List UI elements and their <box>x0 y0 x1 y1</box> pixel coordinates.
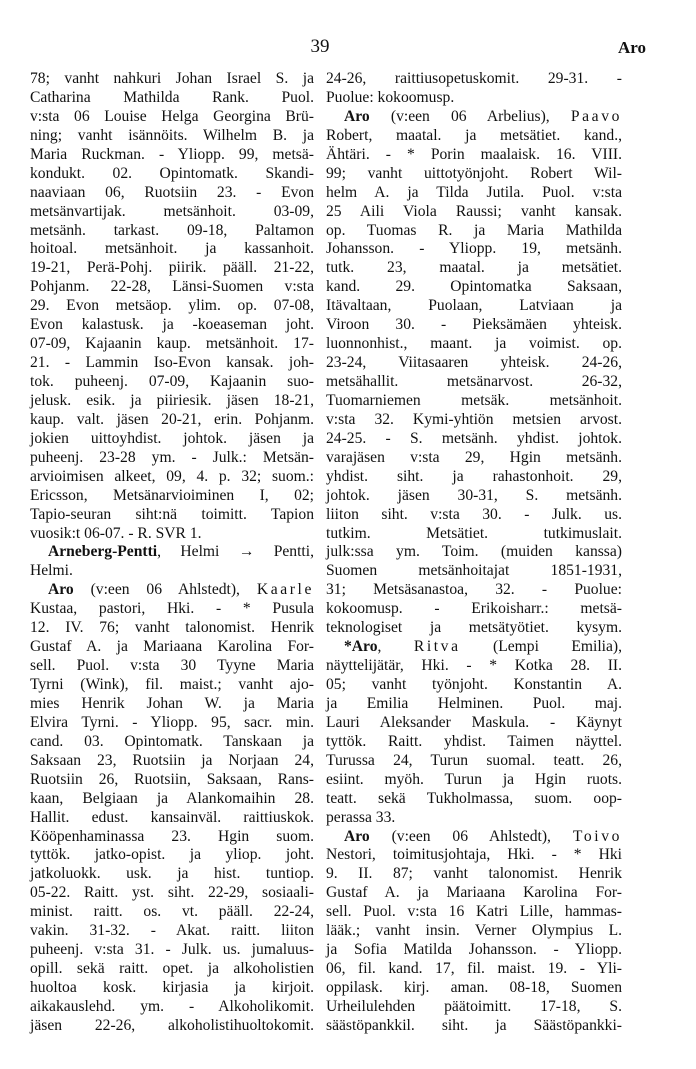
text-run: ja Sofia Matilda Johansson. - Yliopp. <box>326 941 622 959</box>
text-run: helm A. ja Tilda Jutila. Puol. v:sta <box>326 183 622 201</box>
left-column-line <box>30 335 314 354</box>
left-column-line <box>30 373 314 392</box>
left-column-line <box>30 297 314 316</box>
text-run: op. Tuomas R. ja Maria Mathilda <box>326 221 622 239</box>
right-column-line <box>326 638 622 657</box>
left-column-line <box>30 922 314 941</box>
text-run: metsänvartijak. metsänhoit. 03-09, <box>30 202 314 220</box>
running-head: Aro <box>617 38 646 57</box>
text-run: Turussa 24, Turun suomal. teatt. 26, <box>326 751 622 769</box>
left-column-line <box>30 543 314 562</box>
text-run: Nestori, toimitusjohtaja, Hki. - * Hki <box>326 846 622 864</box>
text-run: 78; vanht nahkuri Johan Israel S. ja <box>30 70 314 87</box>
text-run: Itävaltaan, Puolaan, Latviaan ja <box>326 297 622 315</box>
right-column-line <box>326 676 622 695</box>
left-column-line <box>30 581 314 600</box>
text-run: Tyrni (Wink), fil. maist.; vanht ajo- <box>30 676 314 693</box>
text-run: Tapio-seuran siht:nä toimitt. Tapion <box>30 505 314 523</box>
right-column-line <box>326 240 622 259</box>
text-run: 31; Metsäsanastoa, 32. - Puolue: <box>326 581 622 599</box>
right-column-line <box>326 846 622 865</box>
left-column-line <box>30 752 314 771</box>
text-run: ning; vanht isännöits. Wilhelm B. ja <box>30 126 314 144</box>
right-column-line <box>326 468 622 487</box>
left-column-line <box>30 184 314 203</box>
text-run: Robert, maatal. ja metsätiet. kand., <box>326 126 622 144</box>
text-run: kand. 29. Opintomatka Saksaan, <box>326 278 622 296</box>
text-run: puheenj. v:sta 31. - Julk. us. jumaluus- <box>30 941 314 959</box>
right-column-line <box>326 562 622 581</box>
left-column-line <box>30 89 314 108</box>
left-column-line <box>30 941 314 960</box>
text-run: vuosik:t 06-07. - R. SVR 1. <box>30 524 202 542</box>
right-column-line <box>326 714 622 733</box>
left-column-line <box>30 240 314 259</box>
text-run: naaviaan 06, Ruotsiin 23. - Evon <box>30 183 314 201</box>
left-column-line <box>30 449 314 468</box>
right-column-line <box>326 695 622 714</box>
text-run: Saksaan 23, Ruotsiin ja Norjaan 24, <box>30 751 314 769</box>
text-run: aikakauslehd. ym. - Alkoholikomit. <box>30 997 314 1015</box>
text-run: Gustaf A. ja Mariaana Karolina For- <box>30 638 314 656</box>
left-column-line <box>30 809 314 828</box>
right-column-line <box>326 790 622 809</box>
left-column-line <box>30 790 314 809</box>
right-column-line <box>326 392 622 411</box>
text-run: huoltoa kosk. kirjasia ja kirjoit. <box>30 979 314 996</box>
text-run: mies Henrik Johan W. ja Maria <box>30 694 314 712</box>
text-run: lääk.; vanht insin. Verner Olympius L. <box>326 922 622 940</box>
right-column-line <box>326 733 622 752</box>
entry-given-name: Toivo <box>572 827 622 845</box>
text-run: 99; vanht uittotyönjoht. Robert Wil- <box>326 164 622 182</box>
text-run: hoitoal. metsänhoit. ja kassanhoit. <box>30 240 314 258</box>
right-column-line <box>326 70 622 89</box>
text-run: kokoomusp. - Erikoisharr.: metsä- <box>326 600 622 618</box>
text-run: perassa 33. <box>326 808 396 826</box>
left-column-line <box>30 733 314 752</box>
text-run: 05-22. Raitt. yst. siht. 22-29, sosiaali- <box>30 884 314 902</box>
entry-surname: Aro <box>344 107 370 125</box>
text-run: arvioimisen alkeet, 09, 4. p. 32; suom.: <box>30 467 314 485</box>
text-run: jokien uittoyhdist. johtok. jäsen ja <box>30 429 314 447</box>
left-column-line <box>30 165 314 184</box>
right-column-line <box>326 108 622 127</box>
text-run: julk:ssa ym. Toim. (muiden kanssa) <box>326 543 622 561</box>
left-column-line <box>30 865 314 884</box>
entry-surname: Aro <box>48 581 74 599</box>
text-run: johtok. jäsen 30-31, S. metsänh. <box>326 486 622 504</box>
left-column-line <box>30 354 314 373</box>
right-column-line <box>326 884 622 903</box>
entry-given-name: Ritva <box>413 638 461 656</box>
text-run: teatt. sekä Tukholmassa, suom. oop- <box>326 789 622 807</box>
text-run: 29. Evon metsäop. ylim. op. 07-08, <box>30 297 314 315</box>
text-run: 25 Aili Viola Raussi; vanht kansak. <box>326 202 622 220</box>
right-column-line <box>326 335 622 354</box>
text-run: 19-21, Perä-Pohj. piirik. pääll. 21-22, <box>30 259 314 277</box>
text-run: v:sta 32. Kymi-yhtiön metsien arvost. <box>326 410 622 428</box>
left-column-line <box>30 222 314 241</box>
text-run: säästöpankkil. siht. ja Säästöpankki- <box>326 1016 622 1034</box>
left-column-line <box>30 619 314 638</box>
text-run: näyttelijätär, Hki. - * Kotka 28. II. <box>326 657 622 675</box>
entry-surname: Aro <box>344 827 370 845</box>
right-column-line <box>326 487 622 506</box>
right-column-line <box>326 297 622 316</box>
right-column-line <box>326 184 622 203</box>
right-column-line <box>326 449 622 468</box>
right-column-line <box>326 316 622 335</box>
right-column-line <box>326 865 622 884</box>
text-run: (v:een 06 Ahlstedt), <box>73 581 257 599</box>
text-run: Evon kalastusk. ja -koeaseman joht. <box>30 316 314 334</box>
left-column-line <box>30 846 314 865</box>
left-column-line <box>30 70 314 89</box>
right-column-line <box>326 165 622 184</box>
text-run: Ruotsiin 26, Ruotsiin, Saksaan, Rans- <box>30 770 314 788</box>
right-column-line <box>326 146 622 165</box>
left-column-line <box>30 979 314 998</box>
left-column <box>30 70 314 1036</box>
text-run: 9. II. 87; vanht talonomist. Henrik <box>326 865 622 883</box>
left-column-line <box>30 714 314 733</box>
right-column-line <box>326 89 622 108</box>
right-column-line <box>326 941 622 960</box>
text-run: oppilask. kirj. aman. 08-18, Suomen <box>326 979 622 996</box>
text-run: 06, fil. kand. 17, fil. maist. 19. - Yli- <box>326 960 622 978</box>
text-run: sell. Puol. v:sta 30 Tyyne Maria <box>30 657 314 675</box>
text-run: Ericsson, Metsänarvioiminen I, 02; <box>30 486 314 504</box>
left-column-line <box>30 998 314 1017</box>
left-column-line <box>30 903 314 922</box>
text-run: 12. IV. 76; vanht talonomist. Henrik <box>30 619 314 637</box>
right-column-line <box>326 278 622 297</box>
text-run: esiint. myöh. Turun ja Hgin ruots. <box>326 770 622 788</box>
right-column-line <box>326 581 622 600</box>
right-column-line <box>326 752 622 771</box>
text-run: varajäsen v:sta 29, Hgin metsänh. <box>326 448 622 466</box>
text-run: Gustaf A. ja Mariaana Karolina For- <box>326 884 622 902</box>
right-column-line <box>326 127 622 146</box>
text-run: , <box>377 638 414 656</box>
left-column-line <box>30 506 314 525</box>
right-column-line <box>326 1017 622 1036</box>
right-column-line <box>326 657 622 676</box>
text-run: jelusk. esik. ja piiriesik. jäsen 18-21, <box>30 391 314 409</box>
text-run: Suomen metsänhoitajat 1851-1931, <box>326 562 622 580</box>
text-run: Ähtäri. - * Porin maalaisk. 16. VIII. <box>326 145 622 163</box>
text-run: Maria Ruckman. - Yliopp. 99, metsä- <box>30 145 314 163</box>
text-run: tutk. 23, maatal. ja metsätiet. <box>326 259 622 277</box>
text-run: Johansson. - Yliopp. 19, metsänh. <box>326 240 622 258</box>
text-run: ja Emilia Helminen. Puol. maj. <box>326 694 622 712</box>
text-run: Tuomarniemen metsäk. metsänhoit. <box>326 391 622 409</box>
left-column-line <box>30 411 314 430</box>
right-column <box>326 70 622 1036</box>
left-column-line <box>30 960 314 979</box>
text-run: tutkim. Metsätiet. tutkimuslait. <box>326 524 622 542</box>
entry-given-name: Kaarle <box>256 581 314 599</box>
right-column-line <box>326 354 622 373</box>
text-run: jäsen 22-26, alkoholistihuoltokomit. <box>30 1016 314 1034</box>
right-column-line <box>326 373 622 392</box>
right-column-line <box>326 203 622 222</box>
text-run: (Lempi Emilia), <box>460 638 622 656</box>
entry-surname: *Aro <box>344 638 378 656</box>
text-run: Helmi. <box>30 562 73 580</box>
left-column-line <box>30 562 314 581</box>
right-column-line <box>326 998 622 1017</box>
left-column-line <box>30 108 314 127</box>
text-run: minist. raitt. os. vt. pääll. 22-24, <box>30 903 314 921</box>
text-run: jatkoluokk. usk. ja hist. tuntiop. <box>30 865 314 883</box>
text-run: liiton siht. v:sta 30. - Julk. us. <box>326 505 622 523</box>
text-run: Kustaa, pastori, Hki. - * Pusula <box>30 600 314 618</box>
right-column-line <box>326 259 622 278</box>
text-run: kaup. valt. jäsen 20-21, erin. Pohjanm. <box>30 410 314 428</box>
text-run: tyttök. Raitt. yhdist. Taimen näyttel. <box>326 732 622 750</box>
text-run: kondukt. 02. Opintomatk. Skandi- <box>30 164 314 182</box>
text-run: opill. sekä raitt. opet. ja alkoholistien <box>30 960 314 978</box>
text-run: 24-25. - S. metsänh. yhdist. johtok. <box>326 429 622 447</box>
left-column-line <box>30 676 314 695</box>
text-run: Elvira Tyrni. - Yliopp. 95, sacr. min. <box>30 713 314 731</box>
left-column-line <box>30 525 314 544</box>
text-run: Pohjanm. 22-28, Länsi-Suomen v:sta <box>30 278 314 296</box>
left-column-line <box>30 828 314 847</box>
right-column-line <box>326 771 622 790</box>
text-run: kaan, Belgiaan ja Alankomaihin 28. <box>30 789 314 807</box>
right-column-line <box>326 619 622 638</box>
left-column-line <box>30 203 314 222</box>
text-run: (v:een 06 Arbelius), <box>369 107 571 125</box>
left-column-line <box>30 487 314 506</box>
page-number: 39 <box>310 36 330 57</box>
left-column-line <box>30 468 314 487</box>
text-run: Viroon 30. - Pieksämäen yhteisk. <box>326 316 622 334</box>
text-run: 24-26, raittiusopetuskomit. 29-31. - <box>326 70 622 87</box>
right-column-line <box>326 600 622 619</box>
text-run: yhdist. siht. ja rahastonhoit. 29, <box>326 467 622 485</box>
left-column-line <box>30 657 314 676</box>
left-column-line <box>30 638 314 657</box>
text-run: luonnonhist., maant. ja voimist. op. <box>326 335 622 353</box>
text-run: Lauri Aleksander Maskula. - Käynyt <box>326 713 622 731</box>
right-column-line <box>326 543 622 562</box>
entry-given-name: Paavo <box>570 107 622 125</box>
text-run: teknologiset ja metsätyötiet. kysym. <box>326 619 622 637</box>
left-column-line <box>30 316 314 335</box>
text-run: 23-24, Viitasaaren yhteisk. 24-26, <box>326 354 622 372</box>
right-column-line <box>326 809 622 828</box>
text-run: 21. - Lammin Iso-Evon kansak. joh- <box>30 354 314 372</box>
text-run: Catharina Mathilda Rank. Puol. <box>30 88 314 106</box>
left-column-line <box>30 278 314 297</box>
left-column-line <box>30 600 314 619</box>
text-run: Urheilulehden päätoimitt. 17-18, S. <box>326 997 622 1015</box>
right-column-line <box>326 430 622 449</box>
right-column-line <box>326 922 622 941</box>
right-column-line <box>326 411 622 430</box>
text-run: tyttök. jatko-opist. ja yliop. joht. <box>30 846 314 864</box>
text-run: tok. puheenj. 07-09, Kajaanin suo- <box>30 373 314 390</box>
left-column-line <box>30 259 314 278</box>
right-column-line <box>326 222 622 241</box>
left-column-line <box>30 127 314 146</box>
right-column-line <box>326 960 622 979</box>
text-run: metsänh. tarkast. 09-18, Paltamon <box>30 221 314 239</box>
text-run: (v:een 06 Ahlstedt), <box>369 827 573 845</box>
text-run: vakin. 31-32. - Akat. raitt. liiton <box>30 922 314 940</box>
text-run: cand. 03. Opintomatk. Tanskaan ja <box>30 732 314 750</box>
text-run: Kööpenhaminassa 23. Hgin suom. <box>30 827 314 845</box>
right-column-line <box>326 903 622 922</box>
right-column-line <box>326 506 622 525</box>
left-column-line <box>30 392 314 411</box>
right-column-line <box>326 979 622 998</box>
left-column-line <box>30 771 314 790</box>
text-run: metsähallit. metsänarvost. 26-32, <box>326 373 622 390</box>
text-run: 07-09, Kajaanin kaup. metsänhoit. 17- <box>30 335 314 353</box>
text-run: Puolue: kokoomusp. <box>326 88 455 106</box>
left-column-line <box>30 884 314 903</box>
text-run: 05; vanht työnjoht. Konstantin A. <box>326 676 622 693</box>
left-column-line <box>30 695 314 714</box>
right-column-line <box>326 828 622 847</box>
text-run: puheenj. 23-28 ym. - Julk.: Metsän- <box>30 448 314 466</box>
right-column-line <box>326 525 622 544</box>
text-run: v:sta 06 Louise Helga Georgina Brü- <box>30 107 314 125</box>
left-column-line <box>30 1017 314 1036</box>
text-run: , Helmi → Pentti, <box>157 543 314 561</box>
entry-surname: Arneberg-Pentti <box>48 543 158 561</box>
text-run: Hallit. edust. kansainväl. raittiuskok. <box>30 808 314 826</box>
text-run: sell. Puol. v:sta 16 Katri Lille, hammas- <box>326 903 622 921</box>
left-column-line <box>30 430 314 449</box>
left-column-line <box>30 146 314 165</box>
